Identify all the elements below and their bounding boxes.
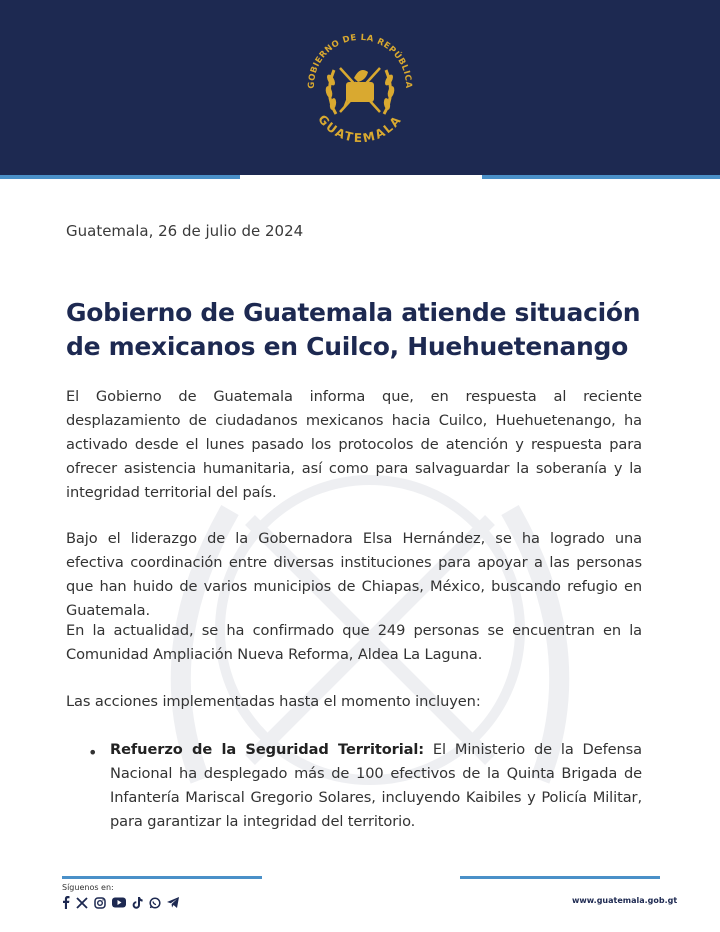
- paragraph-3: En la actualidad, se ha confirmado que 249 personas se encuentran en la Comunidad Ampliación Nueva Reforma, Aldea La Laguna.: [66, 622, 642, 663]
- whatsapp-icon[interactable]: [149, 897, 161, 909]
- bullet-heading: Refuerzo de la Seguridad Territorial:: [110, 741, 425, 758]
- footer-accent-line-right: [460, 876, 660, 879]
- bullet-text: El Ministerio de la Defensa Nacional ha desplegado más de 100 efectivos de la Quinta Brigada de Infantería Mariscal Gregorio Solares, incluyendo Kaibiles y Policía Militar, para garantizar la integridad del territorio.: [110, 741, 642, 830]
- tiktok-icon[interactable]: [132, 897, 143, 909]
- website-link[interactable]: www.guatemala.gob.gt: [572, 896, 678, 905]
- paragraph-4: Las acciones implementadas hasta el momento incluyen:: [66, 693, 481, 710]
- follow-us-label: Síguenos en:: [62, 883, 114, 892]
- svg-text:GOBIERNO DE LA REPÚBLICA: GOBIERNO DE LA REPÚBLICA: [306, 32, 414, 89]
- header-accent-line-right: [482, 175, 720, 179]
- document-date: Guatemala, 26 de julio de 2024: [66, 222, 304, 240]
- telegram-icon[interactable]: [167, 897, 179, 908]
- x-icon[interactable]: [76, 897, 88, 909]
- bullet-item-1: [110, 738, 642, 834]
- paragraph-1: El Gobierno de Guatemala informa que, en respuesta al reciente desplazamiento de ciudadanos mexicanos hacia Cuilco, Huehuetenango, ha activado desde el lunes pasado los protocolos de atención y respuesta para ofrecer asistencia humanitaria, así como para salvaguardar la soberanía y la integridad territorial del país.: [66, 388, 642, 501]
- header-accent-line-left: [0, 175, 240, 179]
- government-seal-logo: [296, 22, 424, 150]
- svg-text:GUATEMALA: GUATEMALA: [315, 112, 405, 146]
- footer-accent-line-left: [62, 876, 262, 879]
- instagram-icon[interactable]: [94, 897, 106, 909]
- bullet-dot-icon: •: [88, 743, 98, 762]
- facebook-icon[interactable]: [62, 896, 70, 909]
- paragraph-2: Bajo el liderazgo de la Gobernadora Elsa Hernández, se ha logrado una efectiva coordinación entre diversas instituciones para apoyar a las personas que han huido de varios municipios de Chiapas, México, buscando refugio en Guatemala.: [66, 530, 642, 619]
- document-title: Gobierno de Guatemala atiende situación de mexicanos en Cuilco, Huehuetenango: [66, 298, 641, 361]
- youtube-icon[interactable]: [112, 897, 126, 908]
- social-icons: [62, 896, 179, 909]
